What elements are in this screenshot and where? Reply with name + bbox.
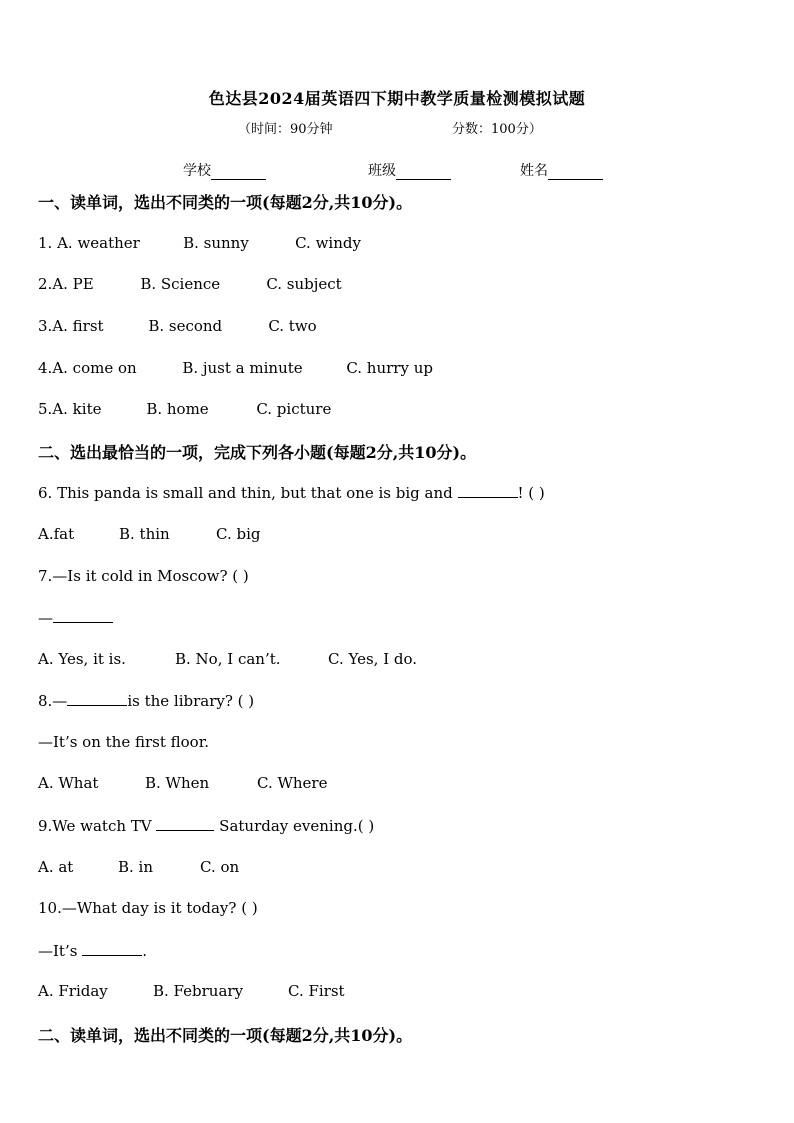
question-stem: 9.We watch TV (38, 817, 157, 835)
option-a: A. come on (52, 359, 137, 377)
option-b: B. sunny (183, 234, 249, 252)
option-c: C. big (216, 525, 261, 543)
option-b: B. thin (119, 525, 170, 543)
question-number: 3. (38, 317, 53, 335)
question-3 (38, 317, 317, 335)
option-c: C. windy (295, 234, 361, 252)
question-8-answer: —It’s on the first floor. (38, 733, 210, 751)
dialog-text: —It’s (38, 942, 83, 960)
question-7-options (38, 650, 417, 668)
name-blank (548, 163, 603, 180)
question-9-options (38, 858, 239, 876)
question-stem: 8.— (38, 692, 68, 710)
school-field (183, 160, 266, 180)
option-a: A.fat (38, 525, 75, 543)
answer-blank (82, 941, 142, 956)
option-b: B. second (148, 317, 223, 335)
option-c: C. Yes, I do. (328, 650, 418, 668)
question-number: 2. (38, 275, 53, 293)
class-label: 班级 (368, 163, 396, 179)
option-a: A. weather (57, 234, 140, 252)
name-field (520, 160, 603, 180)
option-c: C. picture (256, 400, 332, 418)
question-10: 10.—What day is it today? ( ) (38, 899, 258, 917)
option-b: B. February (153, 982, 244, 1000)
option-a: A. Friday (38, 982, 108, 1000)
exam-time: （时间：90分钟 (238, 122, 333, 137)
option-b: B. When (145, 774, 210, 792)
question-6-options (38, 525, 260, 543)
question-4 (38, 359, 433, 377)
question-2 (38, 275, 342, 293)
class-field (368, 160, 451, 180)
question-8-options (38, 774, 327, 792)
option-b: B. Science (140, 275, 221, 293)
question-number: 1. (38, 234, 58, 252)
dialog-dash: — (38, 609, 53, 627)
option-c: C. subject (266, 275, 342, 293)
answer-blank (67, 691, 127, 706)
question-7-dialog (38, 608, 113, 627)
question-stem: 6. This panda is small and thin, but that one is big and (38, 484, 458, 502)
answer-blank (458, 483, 518, 498)
school-label: 学校 (183, 163, 211, 179)
question-stem-end: Saturday evening.( ) (214, 817, 375, 835)
question-5 (38, 400, 331, 418)
question-9 (38, 816, 374, 835)
question-number: 5. (38, 400, 53, 418)
class-blank (396, 163, 451, 180)
exam-score: 分数：100分） (452, 122, 542, 137)
question-1 (38, 234, 361, 252)
question-10-options (38, 982, 345, 1000)
option-b: B. in (118, 858, 154, 876)
exam-title: 色达县2024届英语四下期中教学质量检测模拟试题 (208, 89, 586, 108)
section-heading: 二、读单词，选出不同类的一项(每题2分,共10分)。 (38, 1026, 413, 1045)
option-b: B. just a minute (182, 359, 303, 377)
question-number: 4. (38, 359, 53, 377)
answer-blank (53, 608, 113, 623)
section-heading: 一、读单词，选出不同类的一项(每题2分,共10分)。 (38, 193, 413, 212)
option-c: C. First (288, 982, 345, 1000)
dialog-end: . (142, 942, 147, 960)
option-a: A. at (38, 858, 74, 876)
option-b: B. No, I can’t. (175, 650, 281, 668)
option-a: A. first (52, 317, 104, 335)
question-6 (38, 483, 545, 502)
section-heading: 二、选出最恰当的一项，完成下列各小题(每题2分,共10分)。 (38, 443, 477, 462)
option-a: A. Yes, it is. (38, 650, 126, 668)
school-blank (211, 163, 266, 180)
option-c: C. Where (257, 774, 328, 792)
question-stem-end: is the library? ( ) (127, 692, 255, 710)
question-7: 7.—Is it cold in Moscow? ( ) (38, 567, 249, 585)
option-a: A. kite (52, 400, 102, 418)
answer-blank (156, 816, 214, 831)
option-c: C. two (268, 317, 317, 335)
option-a: A. What (38, 774, 99, 792)
name-label: 姓名 (520, 163, 548, 179)
option-c: C. hurry up (346, 359, 433, 377)
question-8 (38, 691, 254, 710)
question-10-dialog (38, 941, 147, 960)
question-stem-end: ! ( ) (517, 484, 545, 502)
option-c: C. on (200, 858, 240, 876)
option-b: B. home (146, 400, 209, 418)
option-a: A. PE (52, 275, 94, 293)
